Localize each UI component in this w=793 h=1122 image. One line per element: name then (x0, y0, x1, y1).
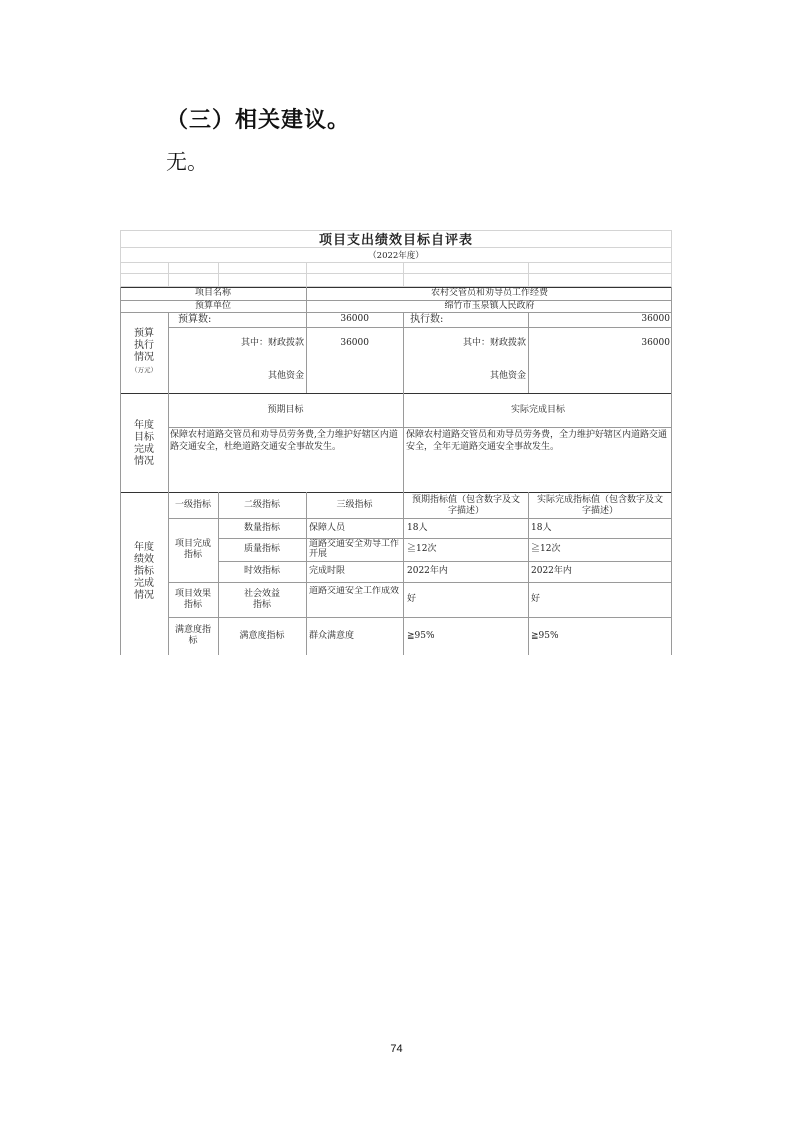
other-funds-label-budget: 其他资金 (267, 371, 304, 381)
table-row-actual: ≧95% (531, 630, 559, 641)
other-funds-label-executed: 其他资金 (489, 371, 526, 381)
table-row-actual: 好 (531, 594, 541, 604)
actual-goal-text: 保障农村道路交管员和劝导员劳务费，全力维护好辖区内道路交通安全，全年无道路交通安全事故发生。 (406, 430, 668, 452)
expected-value-header: 预期指标值（包含数字及文字描述） (411, 494, 520, 516)
budget-section-label (128, 326, 160, 378)
executed-amount-label: 执行数: (410, 314, 444, 325)
table-row-actual: 18人 (531, 522, 552, 533)
table-row-level2: 时效指标 (243, 566, 280, 576)
section-body: 无。 (166, 150, 208, 174)
form-title: 项目支出绩效目标自评表 (318, 232, 473, 248)
actual-value-header: 实际完成指标值（包含数字及文字描述） (536, 494, 663, 516)
fiscal-executed-value: 36000 (641, 338, 670, 348)
executed-amount-value: 36000 (641, 314, 670, 324)
table-row-level2: 数量指标 (243, 522, 280, 533)
level1-header: 一级指标 (174, 499, 211, 510)
actual-goal-header: 实际完成目标 (510, 404, 565, 415)
table-row-level2: 满意度指标 (239, 630, 285, 641)
project-name-value: 农村交管员和劝导员工作经费 (430, 288, 548, 298)
level2-header: 二级指标 (243, 499, 280, 510)
budget-section-label-text: 预算执行情况 (134, 328, 154, 363)
table-row-level3: 道路交通安全工作成效 (309, 586, 400, 596)
budget-amount-value: 36000 (340, 314, 369, 324)
project-name-label: 项目名称 (194, 288, 231, 298)
performance-evaluation-form (120, 230, 672, 655)
table-row-level3: 群众满意度 (309, 630, 355, 641)
table-row-level2: 社会效益指标 (244, 588, 281, 610)
budget-unit-value: 绵竹市玉泉镇人民政府 (444, 300, 535, 311)
table-row-actual: 2022年内 (531, 566, 572, 576)
form-subtitle: （2022年度） (368, 250, 424, 261)
budget-unit-label: 预算单位 (194, 300, 231, 311)
budget-amount-label: 预算数: (178, 314, 212, 325)
effect-group-label: 项目效果指标 (174, 588, 211, 610)
fiscal-label-executed: 其中：财政拨款 (462, 338, 526, 348)
level3-header: 三级指标 (336, 499, 373, 510)
expected-goal-header: 预期目标 (267, 404, 304, 415)
indicators-section-label: 年度绩效指标完成情况 (134, 542, 154, 601)
section-heading: （三）相关建议。 (166, 108, 351, 133)
table-row-expected: 18人 (407, 522, 428, 533)
completion-group-label: 项目完成指标 (174, 539, 211, 560)
satisfaction-group-label: 满意度指标 (174, 625, 211, 646)
table-row-level2: 质量指标 (243, 544, 280, 554)
expected-goal-text: 保障农村道路交管员和劝导员劳务费,全力维护好辖区内道路交通安全，杜绝道路交通安全事故发生。 (170, 430, 398, 452)
table-row-expected: ≧12次 (407, 544, 437, 554)
table-row-level3: 保障人员 (309, 522, 346, 533)
table-row-actual: ≧12次 (531, 544, 561, 554)
fiscal-label-budget: 其中：财政拨款 (240, 338, 304, 348)
table-row-level3: 完成时限 (309, 566, 346, 576)
fiscal-budget-value: 36000 (340, 338, 369, 348)
table-row-expected: 好 (407, 594, 417, 604)
goals-section-label: 年度目标完成情况 (134, 420, 154, 467)
page-number: 74 (390, 1043, 403, 1055)
table-row-expected: ≧95% (407, 630, 435, 641)
budget-section-unit: （万元） (131, 366, 157, 374)
table-row-expected: 2022年内 (407, 566, 448, 576)
table-row-level3: 道路交通安全劝导工作开展 (309, 539, 400, 559)
